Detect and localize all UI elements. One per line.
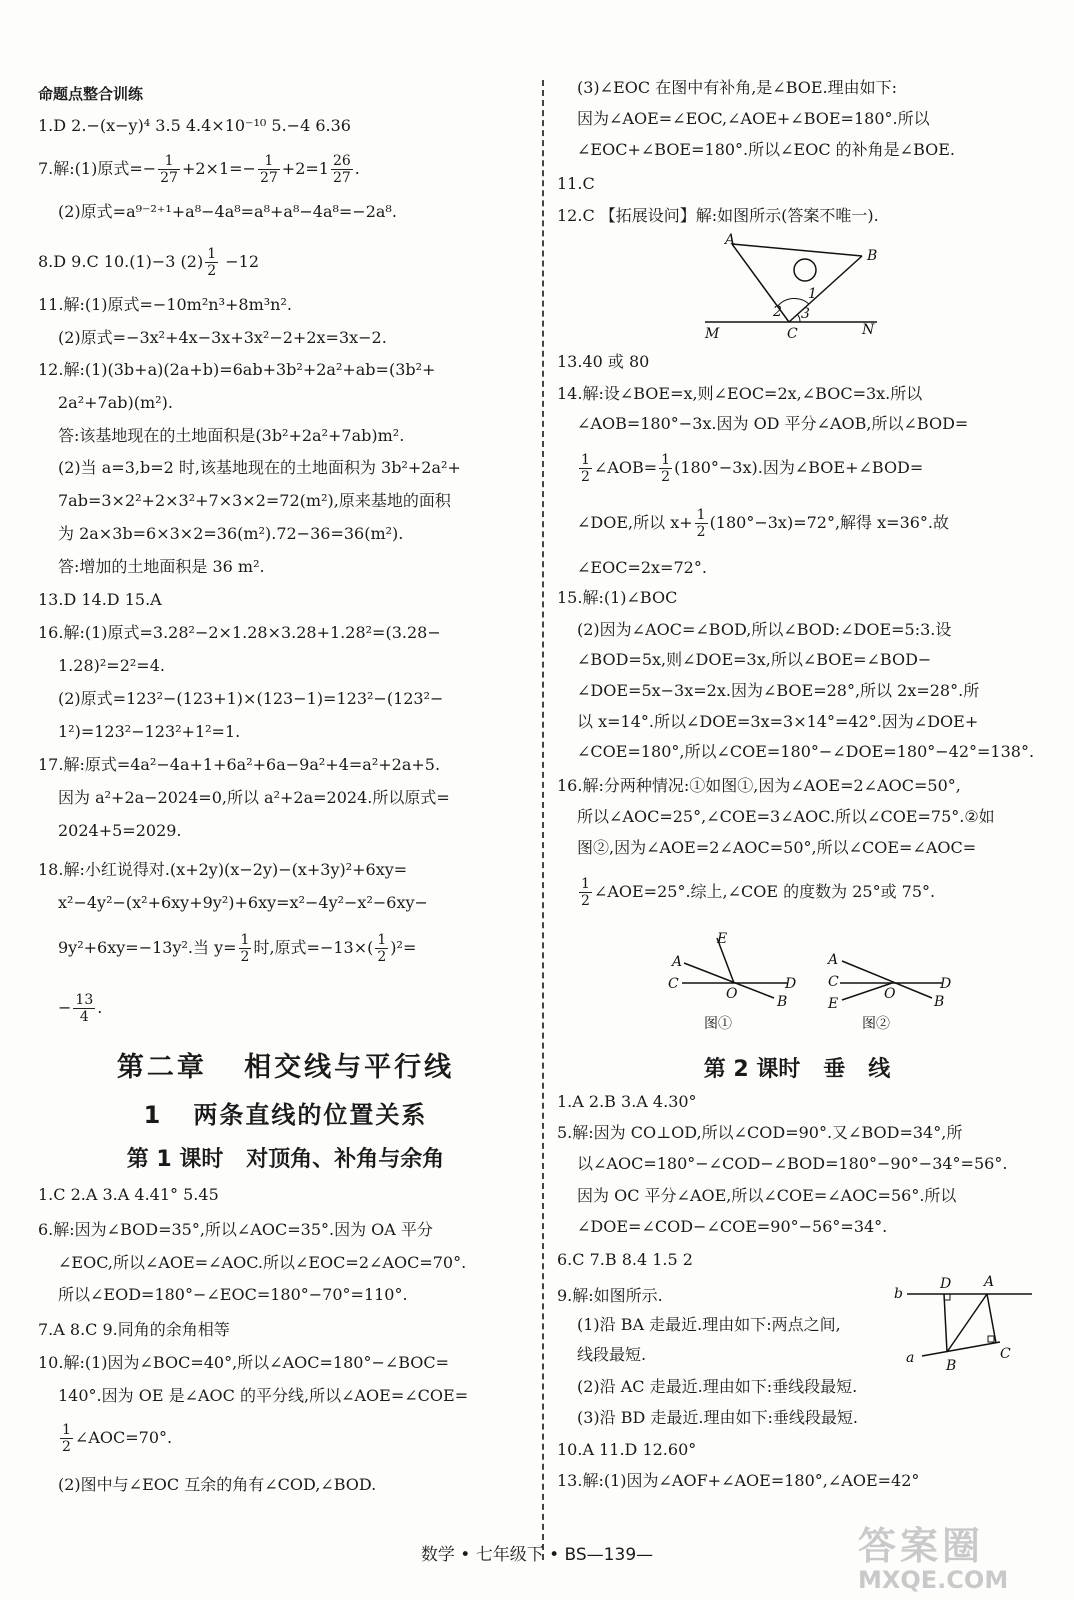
point-b2-label: B (946, 1358, 957, 1374)
answer-line-r15c: ∠BOD=5x,则∠DOE=3x,所以∠BOE=∠BOD− (577, 650, 932, 669)
answer-line-b5b: 以∠AOC=180°−∠COD−∠BOD=180°−90°−34°=56°. (577, 1154, 1008, 1173)
point-a2-label: A (984, 1274, 995, 1290)
answer-line-b9d: (2)沿 AC 走最近.理由如下:垂线段最短. (577, 1377, 858, 1396)
fig2-point-d-label: D (940, 976, 952, 992)
answer-line-12b: 2a²+7ab)(m²). (58, 393, 173, 412)
fig2-point-c-label: C (828, 974, 839, 990)
fraction: $\frac{26}{27}$ (332, 153, 351, 186)
answer-line-7-2: (2)原式=a⁹⁻²⁺¹+a⁸−4a⁸=a⁸+a⁸−4a⁸=−2a⁸. (58, 202, 397, 221)
answer-line-12f: 为 2a×3b=6×3×2=36(m²).72−36=36(m²). (58, 524, 404, 543)
answer-line-a10: 10.解:(1)因为∠BOC=40°,所以∠AOC=180°−∠BOC= (38, 1353, 450, 1372)
answer-line-b1: 1.A 2.B 3.A 4.30° (557, 1092, 697, 1111)
answer-line-12e: 7ab=3×2²+2×3²+7×3×2=72(m²),原来基地的面积 (58, 491, 451, 510)
answer-line-16d: 1²)=123²−123²+1²=1. (58, 722, 241, 741)
column-divider (542, 80, 544, 1560)
answer-line-18c: 9y²+6xy=−13y².当 y= $\frac{1}{2}$ 时,原式=−13×( $\frac{1}{2}$ )²= (58, 932, 417, 965)
fig1-point-d-label: D (785, 976, 797, 992)
answer-line-11: 11.解:(1)原式=−10m²n³+8m³n². (38, 295, 292, 314)
answer-line-a6c: 所以∠EOD=180°−∠EOC=180°−70°=110°. (58, 1285, 408, 1304)
answer-line-r15b: (2)因为∠AOC=∠BOD,所以∠BOD:∠DOE=5:3.设 (577, 620, 952, 639)
answer-line-b9: 9.解:如图所示. (557, 1286, 663, 1305)
answer-line-a6b: ∠EOC,所以∠AOE=∠AOC.所以∠EOC=2∠AOC=70°. (58, 1253, 467, 1272)
answer-line-r15d: ∠DOE=5x−3x=2x.因为∠BOE=28°,所以 2x=28°.所 (577, 681, 980, 700)
answer-line-12c: 答:该基地现在的土地面积是(3b²+2a²+7ab)m². (58, 426, 405, 445)
figure-2-label: 图② (862, 1016, 890, 1032)
figure-12-diagram (697, 230, 897, 345)
angle-2-label: 2 (773, 304, 782, 320)
answer-line-r16d: $\frac{1}{2}$ ∠AOE=25°.综上,∠COE 的度数为 25°或 75°. (581, 876, 936, 909)
lesson-title: 第 1 课时 对顶角、补角与余角 (126, 1147, 445, 1172)
answer-line-a10c: $\frac{1}{2}$ ∠AOC=70°. (62, 1422, 173, 1455)
fig2-point-b-label: B (934, 994, 945, 1010)
answer-line-r14e: ∠EOC=2x=72°. (577, 558, 707, 577)
lesson-2-title: 第 2 课时 垂 线 (703, 1057, 891, 1082)
answer-line-r16: 16.解:分两种情况:①如图①,因为∠AOE=2∠AOC=50°, (557, 776, 961, 795)
answer-line-11-2: (2)原式=−3x²+4x−3x+3x²−2+2x=3x−2. (58, 328, 387, 347)
page-footer: 数学 • 七年级下 • BS—139— (420, 1545, 654, 1565)
answer-line-7: 7.解:(1)原式=− $\frac{1}{27}$ +2×1=− $\frac{1}{27}$ +2=1 $\frac{26}{27}$ . (38, 153, 360, 186)
answer-line-16c: (2)原式=123²−(123+1)×(123−1)=123²−(123²− (58, 689, 444, 708)
fig2-point-o-label: O (884, 986, 896, 1002)
fraction: $\frac{1}{27}$ (259, 153, 278, 186)
answer-line-13: 13.D 14.D 15.A (38, 590, 162, 609)
answer-line-b6: 6.C 7.B 8.4 1.5 2 (557, 1250, 693, 1269)
answer-line-r15e: 以 x=14°.所以∠DOE=3x=3×14°=42°.因为∠DOE+ (577, 712, 979, 731)
watermark (858, 1515, 1058, 1595)
answer-line-b10: 10.A 11.D 12.60° (557, 1440, 697, 1459)
figure-9-diagram (892, 1270, 1037, 1380)
fig1-point-a-label: A (672, 954, 683, 970)
answer-line-18d: − $\frac{13}{4}$ . (58, 992, 103, 1025)
angle-3-label: 3 (801, 306, 810, 322)
answer-line-b13: 13.解:(1)因为∠AOF+∠AOE=180°,∠AOE=42° (557, 1471, 920, 1490)
figure-16-diagrams (662, 928, 962, 1038)
fig2-point-e-label: E (828, 996, 839, 1012)
chapter-title: 第二章 相交线与平行线 (116, 1052, 455, 1083)
fig1-point-b-label: B (777, 994, 788, 1010)
answer-line-r16c: 图②,因为∠AOE=2∠AOC=50°,所以∠COE=∠AOC= (577, 838, 977, 857)
answer-line-17c: 2024+5=2029. (58, 821, 182, 840)
answer-line-b9e: (3)沿 BD 走最近.理由如下:垂线段最短. (577, 1408, 858, 1427)
answer-line-r14: 14.解:设∠BOE=x,则∠EOC=2x,∠BOC=3x.所以 (557, 384, 923, 403)
fig1-point-c-label: C (668, 976, 679, 992)
fraction: $\frac{1}{2}$ (581, 876, 590, 909)
answer-line-b5d: ∠DOE=∠COD−∠COE=90°−56°=34°. (577, 1217, 888, 1236)
line-a-label: a (906, 1350, 915, 1366)
answer-line-r15f: ∠COE=180°,所以∠COE=180°−∠DOE=180°−42°=138°. (577, 742, 1035, 761)
fraction: $\frac{1}{2}$ (240, 932, 250, 965)
section-title: 1 两条直线的位置关系 (143, 1101, 428, 1129)
answer-line-17b: 因为 a²+2a−2024=0,所以 a²+2a=2024.所以原式= (58, 788, 450, 807)
line-b-label: b (894, 1286, 903, 1302)
figure-1-label: 图① (704, 1016, 732, 1032)
fraction: $\frac{1}{27}$ (160, 153, 178, 186)
fig1-point-e-label: E (717, 931, 728, 947)
answer-line-r16b: 所以∠AOC=25°,∠COE=3∠AOC.所以∠COE=75°.②如 (577, 807, 995, 826)
answer-line-18: 18.解:小红说得对.(x+2y)(x−2y)−(x+3y)²+6xy= (38, 860, 408, 879)
point-c2-label: C (1000, 1346, 1011, 1362)
watermark-text: 答案圈 (858, 1524, 985, 1568)
angle-1-label: 1 (808, 286, 817, 302)
answer-line-12g: 答:增加的土地面积是 36 m². (58, 557, 265, 576)
fraction: $\frac{13}{4}$ (75, 992, 94, 1025)
point-m-label: M (705, 326, 720, 342)
answer-line-17: 17.解:原式=4a²−4a+1+6a²+6a−9a²+4=a²+2a+5. (38, 755, 441, 774)
point-d-label: D (940, 1276, 952, 1292)
answer-line-b5: 5.解:因为 CO⊥OD,所以∠COD=90°.又∠BOD=34°,所 (557, 1123, 963, 1142)
answer-line-b5c: 因为 OC 平分∠AOE,所以∠COE=∠AOC=56°.所以 (577, 1186, 957, 1205)
answer-line-8: 8.D 9.C 10.(1)−3 (2) $\frac{1}{2}$ −12 (38, 246, 259, 279)
point-c-label: C (787, 326, 798, 342)
point-n-label: N (862, 322, 875, 338)
answer-line-b9b: (1)沿 BA 走最近.理由如下:两点之间, (577, 1315, 841, 1334)
fraction: $\frac{1}{2}$ (661, 452, 671, 485)
answer-line-b9c: 线段最短. (577, 1345, 647, 1364)
answer-line-r14d: ∠DOE,所以 x+ $\frac{1}{2}$ (180°−3x)=72°,解得 x=36°.故 (577, 507, 950, 540)
answer-line-a10b: 140°.因为 OE 是∠AOC 的平分线,所以∠AOE=∠COE= (58, 1386, 469, 1405)
answer-line-r15: 15.解:(1)∠BOC (557, 588, 678, 607)
answer-line-12d: (2)当 a=3,b=2 时,该基地现在的土地面积为 3b²+2a²+ (58, 458, 461, 477)
answer-line-18b: x²−4y²−(x²+6xy+9y²)+6xy=x²−4y²−x²−6xy− (58, 893, 428, 912)
watermark-url: MXQE.COM (858, 1566, 1009, 1594)
answer-line-a6: 6.解:因为∠BOD=35°,所以∠AOC=35°.因为 OA 平分 (38, 1220, 433, 1239)
answer-line-r12: 12.C 【拓展设问】解:如图所示(答案不唯一). (557, 206, 879, 225)
answer-line-r14c: $\frac{1}{2}$ ∠AOB= $\frac{1}{2}$ (180°−3x).因为∠BOE+∠BOD= (581, 452, 924, 485)
answer-line-r3: ∠EOC+∠BOE=180°.所以∠EOC 的补角是∠BOE. (577, 140, 956, 159)
point-a-label: A (725, 232, 736, 248)
answer-line-12: 12.解:(1)(3b+a)(2a+b)=6ab+3b²+2a²+ab=(3b²+ (38, 360, 436, 379)
point-b-label: B (867, 248, 878, 264)
answer-line-r11: 11.C (557, 174, 595, 193)
fraction: $\frac{1}{2}$ (207, 246, 217, 279)
section-header: 命题点整合训练 (38, 85, 144, 103)
answer-line-r14b: ∠AOB=180°−3x.因为 OD 平分∠AOB,所以∠BOD= (577, 414, 969, 433)
answer-line-a7: 7.A 8.C 9.同角的余角相等 (38, 1320, 230, 1339)
fig1-point-o-label: O (726, 986, 738, 1002)
answer-line-r2: 因为∠AOE=∠EOC,∠AOE+∠BOE=180°.所以 (577, 109, 930, 128)
fraction: $\frac{1}{2}$ (62, 1422, 71, 1455)
answer-line-r1: (3)∠EOC 在图中有补角,是∠BOE.理由如下: (577, 78, 898, 97)
fig2-point-a-label: A (828, 952, 839, 968)
answer-line-1: 1.D 2.−(x−y)⁴ 3.5 4.4×10⁻¹⁰ 5.−4 6.36 (38, 116, 351, 135)
fraction: $\frac{1}{2}$ (377, 932, 387, 965)
answer-line-16: 16.解:(1)原式=3.28²−2×1.28×3.28+1.28²=(3.28− (38, 623, 441, 642)
fraction: $\frac{1}{2}$ (696, 507, 706, 540)
fraction: $\frac{1}{2}$ (581, 452, 590, 485)
answer-line-a1: 1.C 2.A 3.A 4.41° 5.45 (38, 1185, 219, 1204)
answer-line-a10d: (2)图中与∠EOC 互余的角有∠COD,∠BOD. (58, 1475, 377, 1494)
answer-line-r13: 13.40 或 80 (557, 352, 650, 371)
answer-line-16b: 1.28)²=2²=4. (58, 656, 165, 675)
